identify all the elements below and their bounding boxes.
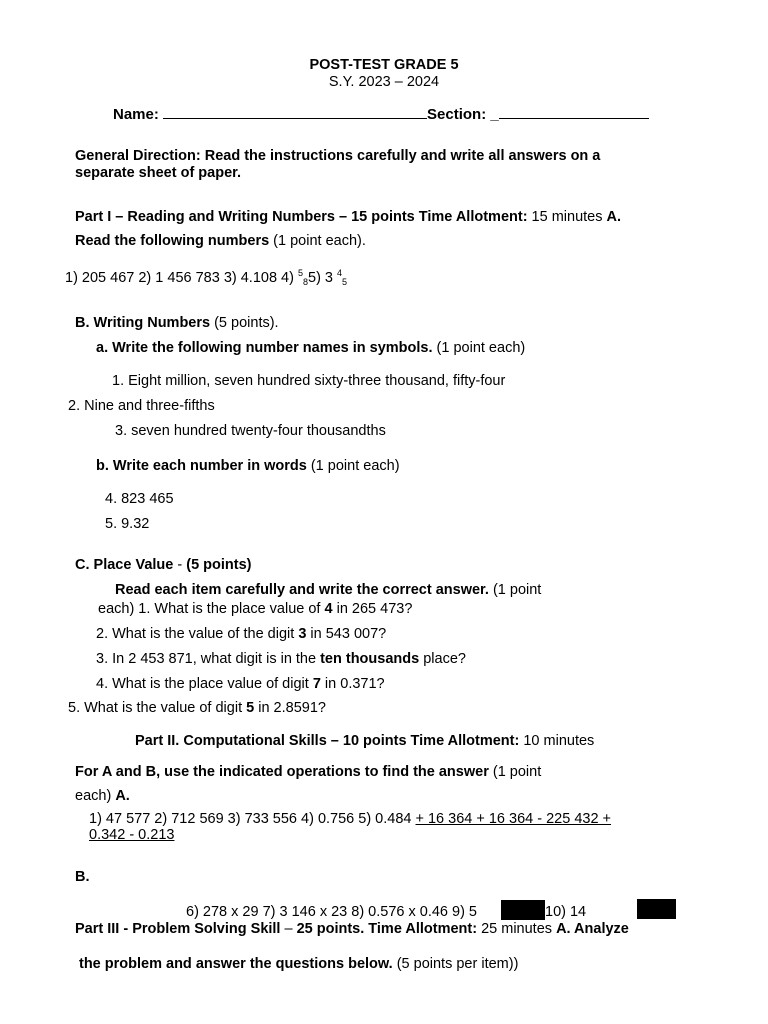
list-item: 4. 823 465 [105,491,174,507]
part1-c-instruction: Read each item carefully and write the correct answer. (1 point [115,582,542,598]
part1-a-instruction: Read the following numbers (1 point each). [75,233,366,249]
part1-b-heading: B. Writing Numbers (5 points). [75,315,279,331]
part1-sub-b-instruction: b. Write each number in words (1 point each) [96,458,400,474]
place-value-question: 3. In 2 453 871, what digit is in the ten thousands place? [96,651,466,667]
section-label: Section: _ [427,106,499,123]
school-year: S.Y. 2023 – 2024 [328,74,440,90]
place-value-question: 5. What is the value of digit 5 in 2.8591? [68,700,326,716]
part1-c-heading: C. Place Value - (5 points) [75,557,252,573]
list-item: 3. seven hundred twenty-four thousandths [115,423,386,439]
general-direction-line1: General Direction: Read the instructions carefully and write all answers on a [75,148,601,164]
part2-a-line1: 1) 47 577 2) 712 569 3) 733 556 4) 0.756 5) 0.484 + 16 364 + 16 364 - 225 432 + [89,811,612,827]
part2-instruction: For A and B, use the indicated operations to find the answer (1 point [75,764,542,780]
part1-numbers-list: 1) 205 467 2) 1 456 783 3) 4.108 4) $^5_8$5) 3 $^4_5$ [65,268,348,287]
part3-heading: Part III - Problem Solving Skill – 25 points. Time Allotment: 25 minutes A. Analyze [75,921,629,937]
part1-heading: Part I – Reading and Writing Numbers – 15 points Time Allotment: 15 minutes A. [75,209,622,225]
list-item: 5. 9.32 [105,516,150,532]
general-direction-line2: separate sheet of paper. [75,165,242,181]
part2-heading: Part II. Computational Skills – 10 points Time Allotment: 10 minutes [135,733,595,749]
page-title: POST-TEST GRADE 5 [309,57,459,73]
name-blank [163,106,427,119]
section-blank [499,106,649,119]
name-label: Name: [113,106,159,123]
place-value-question: 2. What is the value of the digit 3 in 543 007? [96,626,387,642]
place-value-question: each) 1. What is the place value of 4 in 265 473? [98,601,413,617]
part2-instruction-cont: each) A. [75,788,130,804]
part2-b-line: 6) 278 x 29 7) 3 146 x 23 8) 0.576 x 0.46 9) 5 [186,904,477,920]
place-value-question: 4. What is the place value of digit 7 in 0.371? [96,676,385,692]
part2-a-line2: 0.342 - 0.213 [89,827,175,843]
part2-b-label: B. [75,869,90,885]
part3-instruction: the problem and answer the questions below. (5 points per item)) [79,956,519,972]
name-section-line [113,106,649,124]
part2-b-item10: 10) 14 [545,904,587,920]
part1-sub-a-instruction: a. Write the following number names in symbols. (1 point each) [96,340,526,356]
list-item: 1. Eight million, seven hundred sixty-three thousand, fifty-four [112,373,506,389]
list-item: 2. Nine and three-fifths [68,398,215,414]
redaction-box [501,900,545,920]
redaction-box [637,899,676,919]
